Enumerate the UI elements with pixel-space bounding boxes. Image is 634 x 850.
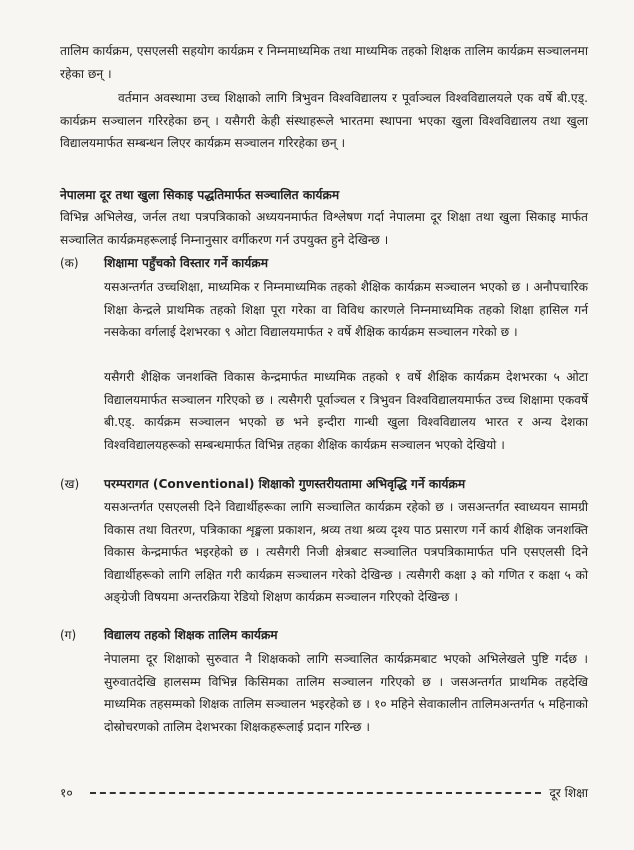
page-footer <box>60 784 588 801</box>
section-ga-para-1: नेपालमा दूर शिक्षाको सुरुवात नै शिक्षकको लागि सञ्चालित कार्यक्रमबाट भएको अभिलेखले पुष्टि गर्दछ । सुरुवातदेखि हालसम्म विभिन्न किसिमका तालिम सञ्चालन गरिएको छ । जसअन्तर्गत प्राथमिक तहदेखि माध्यमिक तहसम्मको शिक्षक तालिम सञ्चालन भइरहेको छ । १० महिने सेवाकालीन तालिमअन्तर्गत ५ महिनाको दोस्रोचरणको तालिम देशभरका शिक्षकहरूलाई प्रदान गरिन्छ । <box>104 652 588 734</box>
section-title-kha: परम्परागत (Conventional) शिक्षाको गुणस्तरीयतामा अभिवृद्धि गर्ने कार्यक्रम <box>104 477 466 491</box>
section-title-ga: विद्यालय तहको शिक्षक तालिम कार्यक्रम <box>104 628 278 642</box>
page-number: १० <box>60 786 73 800</box>
section-kha-para-1: यसअन्तर्गत एसएलसी दिने विद्यार्थीहरूका लागि सञ्चालित कार्यक्रम रहेको छ । जसअन्तर्गत स्वाध्ययन सामग्री विकास तथा वितरण, पत्रिकाका शृङ्खला प्रकाशन, श्रव्य तथा श्रव्य दृश्य पाठ प्रसारण गर्ने कार्य शैक्षिक जनशक्ति विकास केन्द्रमार्फत भइरहेको छ । त्यसैगरी निजी क्षेत्रबाट सञ्चालित पत्रपत्रिकामार्फत पनि एसएलसी दिने विद्यार्थीहरूको लागि लक्षित गरी कार्यक्रम सञ्चालन गरेको देखिन्छ । त्यसैगरी कक्षा ३ को गणित र कक्षा ५ को अङ्ग्रेजी विषयमा अन्तरक्रिया रेडियो शिक्षण कार्यक्रम सञ्चालन गरिएको देखिन्छ । <box>104 500 588 605</box>
section-marker-ga: (ग) <box>60 628 77 642</box>
paragraph-classification-intro: विभिन्न अभिलेख, जर्नल तथा पत्रपत्रिकाको अध्ययनमार्फत विश्लेषण गर्दा नेपालमा दूर शिक्षा तथा खुला सिकाइ मार्फत सञ्चालित कार्यक्रमहरूलाई निम्नानुसार वर्गीकरण गर्न उपयुक्त हुने देखिन्छ । <box>60 210 588 247</box>
section-title-ka: शिक्षामा पहुँचको विस्तार गर्ने कार्यक्रम <box>104 256 269 270</box>
paragraph-current-state: वर्तमान अवस्थामा उच्च शिक्षाको लागि त्रिभुवन विश्वविद्यालय र पूर्वाञ्चल विश्वविद्यालयले एक वर्षे बी.एड्. कार्यक्रम सञ्चालन गरिरहेका छन् । यसैगरी केही संस्थाहरूले भारतमा स्थापना भएका खुला विश्वविद्यालय तथा खुला विद्यालयमार्फत सम्बन्धन लिएर कार्यक्रम सञ्चालन गरिरहेका छन् । <box>60 91 588 151</box>
section-marker-ka: (क) <box>60 256 79 270</box>
footer-divider <box>90 792 541 794</box>
footer-book-title: दूर शिक्षा <box>549 786 588 800</box>
section-ka-para-1: यसअन्तर्गत उच्चशिक्षा, माध्यमिक र निम्नमाध्यमिक तहको शैक्षिक कार्यक्रम सञ्चालन भएको छ । अनौपचारिक शिक्षा केन्द्रले प्राथमिक तहको शिक्षा पूरा गरेका वा विविध कारणले निम्नमाध्यमिक तहको शिक्षा हासिल गर्न नसकेका वर्गलाई देशभरका ९ ओटा विद्यालयमार्फत २ वर्षे शैक्षिक कार्यक्रम सञ्चालन गरेको छ । <box>104 280 588 340</box>
section-marker-kha: (ख) <box>60 477 80 491</box>
section-ka-para-2: यसैगरी शैक्षिक जनशक्ति विकास केन्द्रमार्फत माध्यमिक तहको १ वर्षे शैक्षिक कार्यक्रम देशभरका ५ ओटा विद्यालयमार्फत सञ्चालन गरिएको छ । त्यसैगरी पूर्वाञ्चल र त्रिभुवन विश्वविद्यालयमार्फत उच्च शिक्षामा एकवर्षे बी.एड्. कार्यक्रम सञ्चालन भएको छ भने इन्दीरा गान्धी खुला विश्वविद्यालय भारत र अन्य देशका विश्वविद्यालयहरूको सम्बन्धमार्फत विभिन्न तहका शैक्षिक कार्यक्रम सञ्चालन भएको देखियो । <box>104 370 588 452</box>
section-heading: नेपालमा दूर तथा खुला सिकाइ पद्धतिमार्फत सञ्चालित कार्यक्रम <box>60 188 340 202</box>
paragraph-intro-continuation: तालिम कार्यक्रम, एसएलसी सहयोग कार्यक्रम र निम्नमाध्यमिक तथा माध्यमिक तहको शिक्षक तालिम कार्यक्रम सञ्चालनमा रहेका छन् । <box>60 44 588 81</box>
